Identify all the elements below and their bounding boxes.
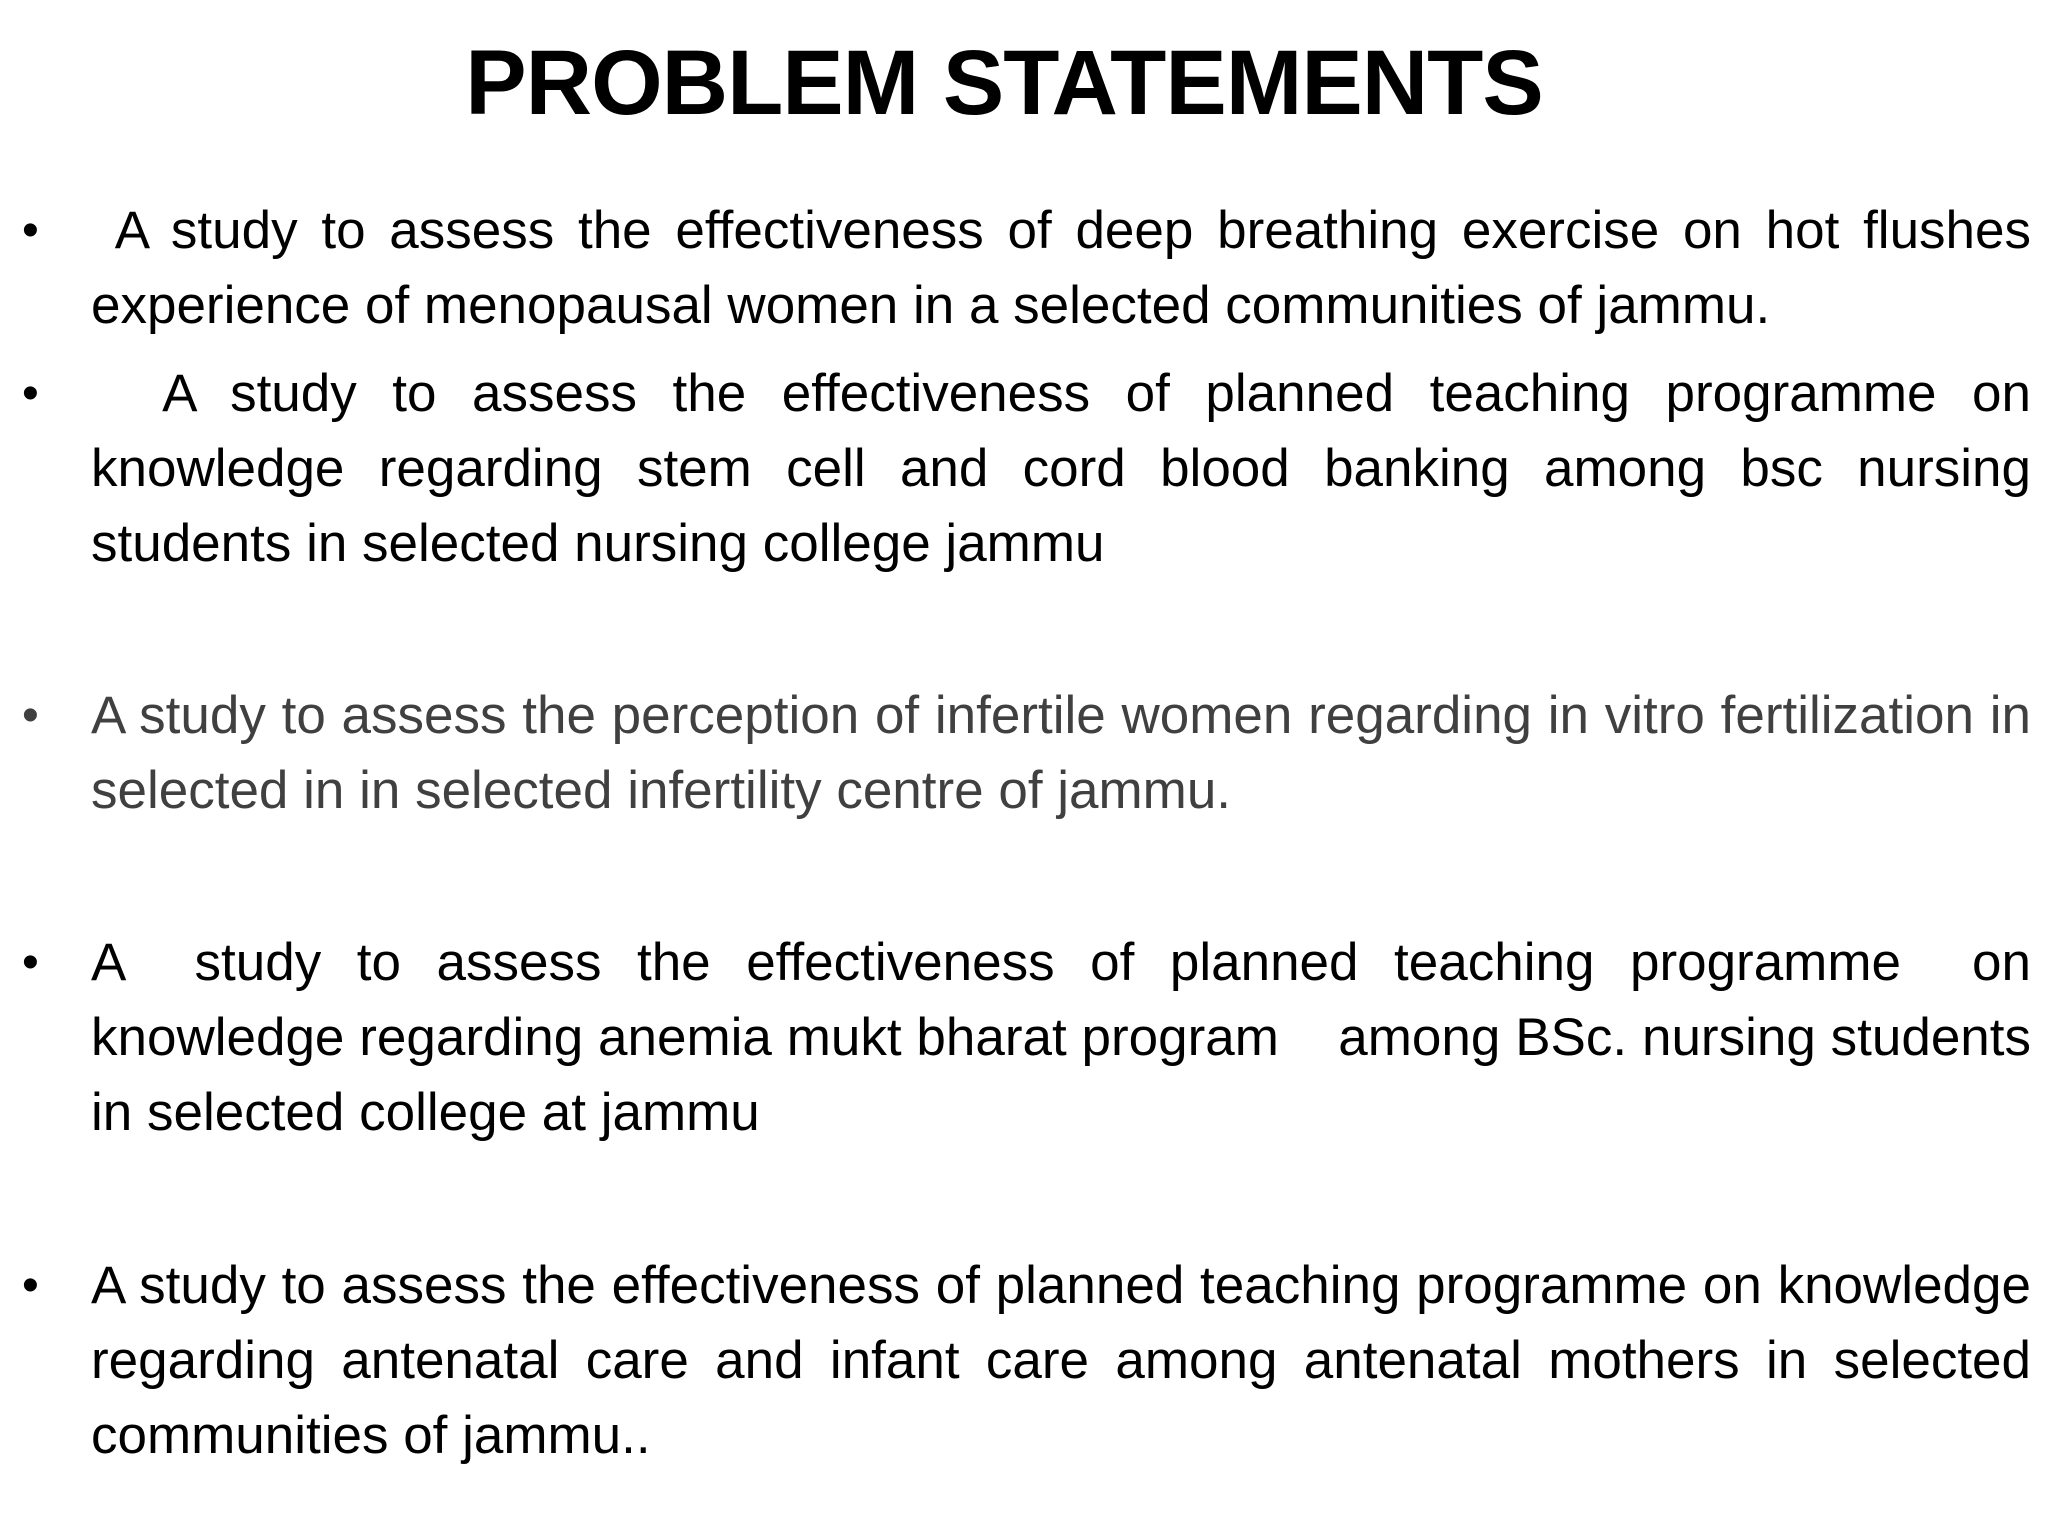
problem-statement-text: A study to assess the effectiveness of planned teaching programme on knowledge regarding stem cell and cord blood banking among bsc nursing students in selected nursing college jammu (91, 364, 2046, 573)
bullet-icon: • (22, 936, 39, 989)
bullet-icon: • (22, 367, 39, 420)
bullet-icon: • (22, 689, 39, 742)
bullet-icon: • (22, 1259, 39, 1312)
problem-statement-text: A study to assess the perception of infertile women regarding in vitro fertilization in selected in in selected infertility centre of jammu. (91, 686, 2046, 820)
bullet-icon: • (22, 204, 39, 257)
problem-statement-text: A study to assess the effectiveness of deep breathing exercise on hot flushes experience of menopausal women in a selected communities of jammu. (91, 201, 2046, 335)
problem-statement-text: A study to assess the effectiveness of planned teaching programme on knowledge regarding anemia mukt bharat program among BSc. nursing students in selected college at jammu (91, 933, 2046, 1142)
slide-title: PROBLEM STATEMENTS (465, 32, 1543, 134)
problem-statement-text: A study to assess the effectiveness of planned teaching programme on knowledge regarding antenatal care and infant care among antenatal mothers in selected communities of jammu.. (91, 1256, 2046, 1465)
